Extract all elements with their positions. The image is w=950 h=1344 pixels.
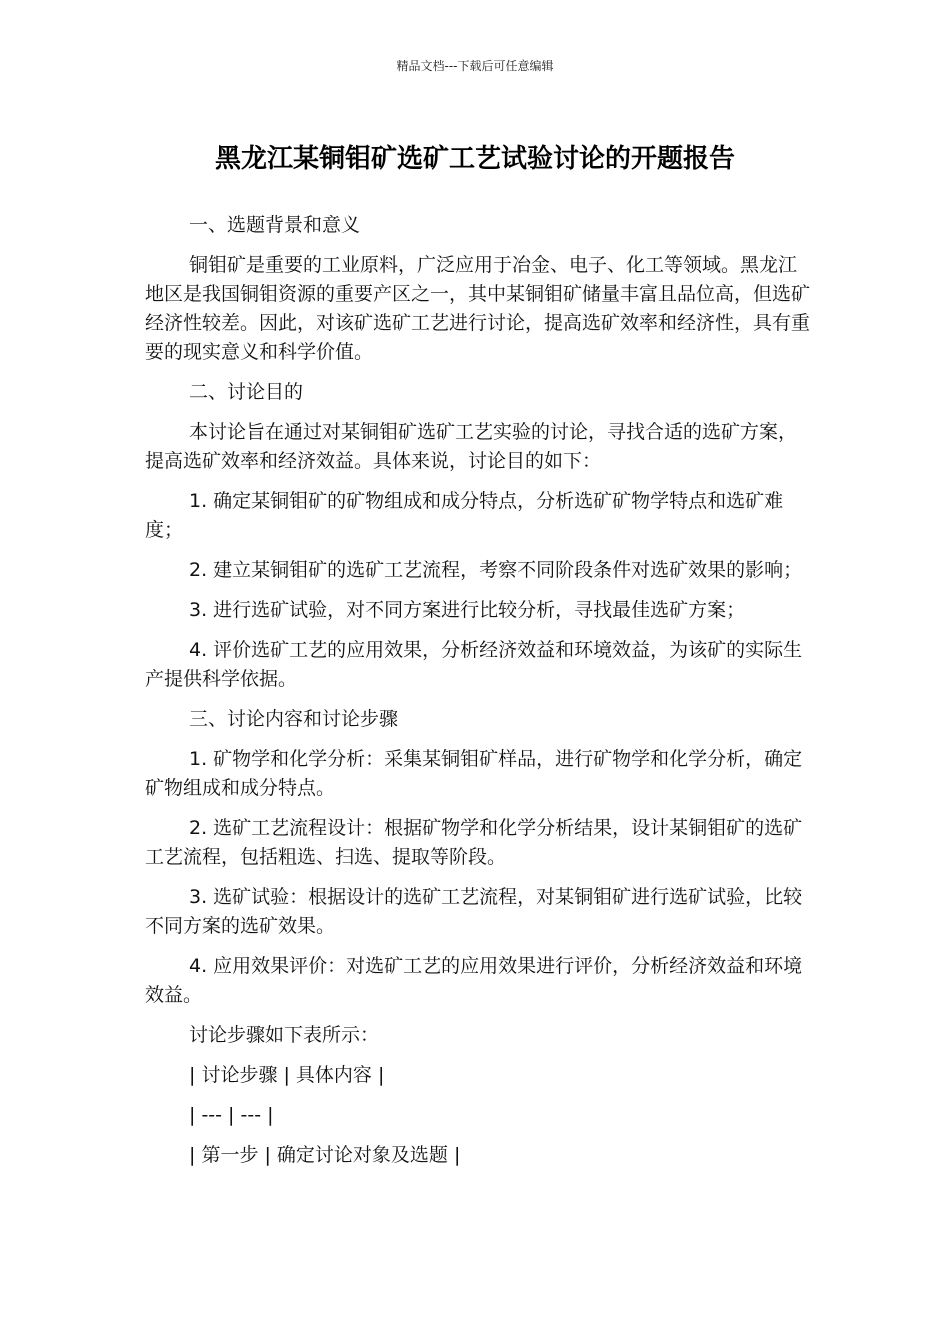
steps-intro: 讨论步骤如下表所示：	[189, 1024, 380, 1046]
section-heading-purpose: 二、讨论目的	[189, 381, 304, 403]
content-item-2: 2. 选矿工艺流程设计：根据矿物学和化学分析结果，设计某铜钼矿的选矿工艺流程，包括粗选、扫选、提取等阶段。	[145, 817, 803, 868]
paragraph-purpose-intro: 本讨论旨在通过对某铜钼矿选矿工艺实验的讨论，寻找合适的选矿方案，提高选矿效率和经济效益。具体来说，讨论目的如下：	[145, 421, 798, 472]
purpose-item-1: 1. 确定某铜钼矿的矿物组成和成分特点，分析选矿矿物学特点和选矿难度；	[145, 490, 784, 541]
purpose-item-4: 4. 评价选矿工艺的应用效果，分析经济效益和环境效益，为该矿的实际生产提供科学依据。	[145, 639, 803, 690]
page-header: 精品文档---下载后可任意编辑	[396, 59, 554, 73]
purpose-item-3: 3. 进行选矿试验，对不同方案进行比较分析，寻找最佳选矿方案；	[189, 599, 746, 621]
table-separator-row: | --- | --- |	[189, 1104, 274, 1126]
document-body	[145, 211, 810, 1181]
document-title: 黑龙江某铜钼矿选矿工艺试验讨论的开题报告	[214, 144, 735, 174]
content-item-1: 1. 矿物学和化学分析：采集某铜钼矿样品，进行矿物学和化学分析，确定矿物组成和成分特点。	[145, 748, 803, 799]
table-header-row: | 讨论步骤 | 具体内容 |	[189, 1064, 385, 1086]
content-item-3: 3. 选矿试验：根据设计的选矿工艺流程，对某铜钼矿进行选矿试验，比较不同方案的选矿效果。	[145, 886, 803, 937]
paragraph-background: 铜钼矿是重要的工业原料，广泛应用于冶金、电子、化工等领域。黑龙江地区是我国铜钼资源的重要产区之一，其中某铜钼矿储量丰富且品位高，但选矿经济性较差。因此，对该矿选矿工艺进行讨论，提高选矿效率和经济性，具有重要的现实意义和科学价值。	[145, 254, 811, 363]
section-heading-background: 一、选题背景和意义	[189, 214, 361, 236]
content-item-4: 4. 应用效果评价：对选矿工艺的应用效果进行评价，分析经济效益和环境效益。	[145, 955, 803, 1006]
table-row: | 第一步 | 确定讨论对象及选题 |	[189, 1144, 461, 1166]
section-heading-content: 三、讨论内容和讨论步骤	[189, 708, 399, 730]
purpose-item-2: 2. 建立某铜钼矿的选矿工艺流程，考察不同阶段条件对选矿效果的影响；	[189, 559, 803, 581]
